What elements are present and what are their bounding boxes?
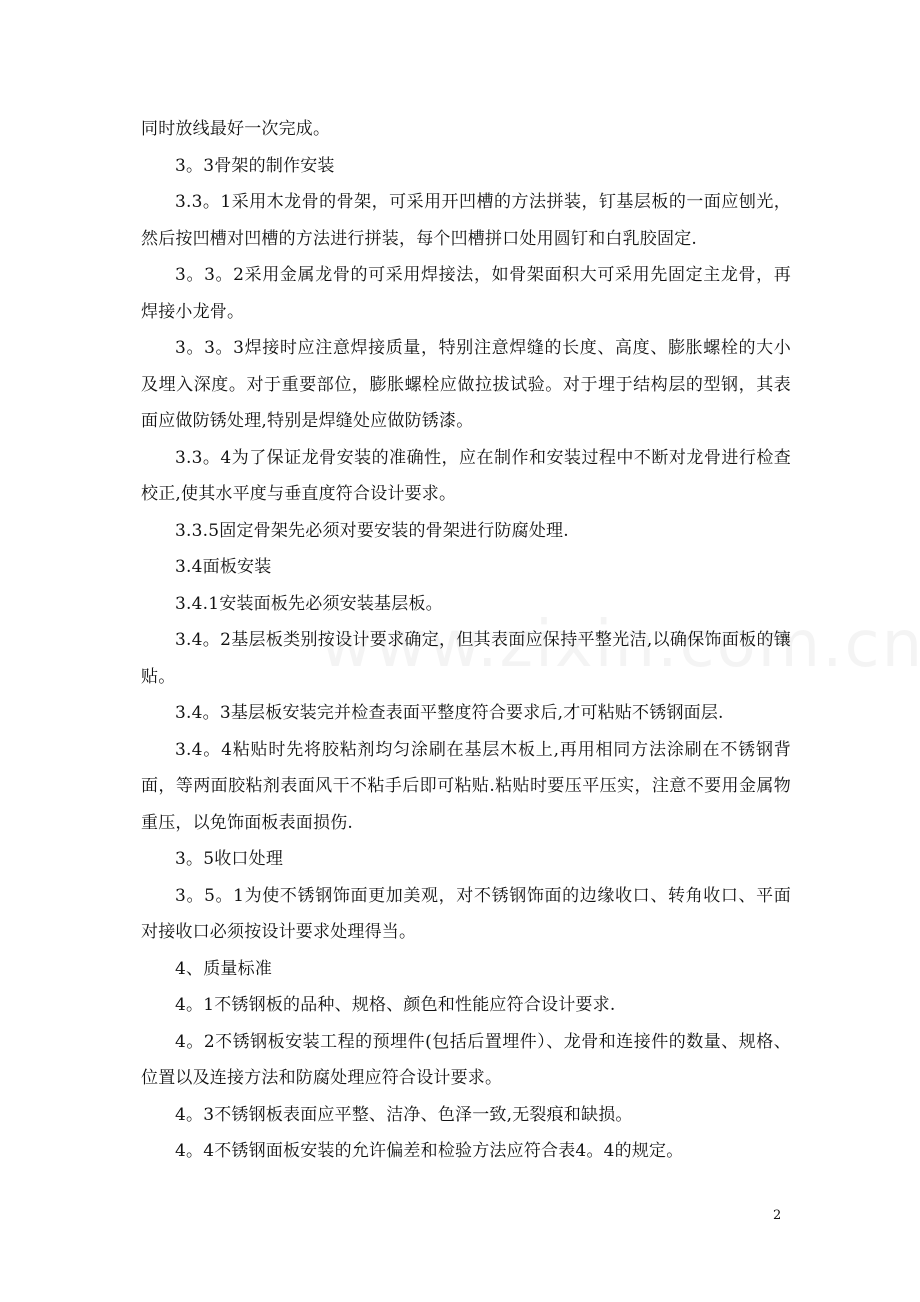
- paragraph-3-3-4: 3.3。4为了保证龙骨安装的准确性，应在制作和安装过程中不断对龙骨进行检查校正,使其水平度与垂直度符合设计要求。: [141, 447, 791, 504]
- page-number: 2: [773, 1208, 782, 1223]
- paragraph-4-2: 4。2不锈钢板安装工程的预埋件(包括后置埋件）、龙骨和连接件的数量、规格、位置以及连接方法和防腐处理应符合设计要求。: [141, 1031, 791, 1088]
- paragraph-3-3-2: 3。3。2采用金属龙骨的可采用焊接法，如骨架面积大可采用先固定主龙骨，再焊接小龙骨。: [141, 265, 791, 322]
- paragraph-3-3-5: 3.3.5固定骨架先必须对要安装的骨架进行防腐处理.: [175, 520, 569, 541]
- paragraph-3-3-3: 3。3。3焊接时应注意焊接质量，特别注意焊缝的长度、高度、膨胀螺栓的大小及埋入深度。对于重要部位，膨胀螺栓应做拉拔试验。对于埋于结构层的型钢，其表面应做防锈处理,特别是焊缝处应做防锈漆。: [141, 338, 791, 431]
- paragraph-3-4-1: 3.4.1安装面板先必须安装基层板。: [175, 593, 443, 614]
- paragraph-continuation: 同时放线最好一次完成。: [141, 119, 331, 139]
- document-body: [141, 111, 791, 1170]
- section-heading-3-5: 3。5收口处理: [175, 849, 284, 869]
- paragraph-4-3: 4。3不锈钢板表面应平整、洁净、色泽一致,无裂痕和缺损。: [175, 1104, 633, 1125]
- paragraph-3-4-4: 3.4。4粘贴时先将胶粘剂均匀涂刷在基层木板上,再用相同方法涂刷在不锈钢背面，等两面胶粘剂表面风干不粘手后即可粘贴.粘贴时要压平压实，注意不要用金属物重压，以免饰面板表面损伤.: [141, 739, 791, 833]
- section-heading-4: 4、质量标准: [175, 958, 273, 979]
- paragraph-4-1: 4。1不锈钢板的品种、规格、颜色和性能应符合设计要求.: [175, 995, 616, 1015]
- section-heading-3-3: 3。3骨架的制作安装: [175, 155, 335, 176]
- paragraph-4-4: 4。4不锈钢面板安装的允许偏差和检验方法应符合表4。4的规定。: [175, 1141, 684, 1161]
- paragraph-3-3-1: 3.3。1采用木龙骨的骨架，可采用开凹槽的方法拼装，钉基层板的一面应刨光，然后按凹槽对凹槽的方法进行拼装，每个凹槽拼口处用圆钉和白乳胶固定.: [141, 192, 791, 249]
- section-heading-3-4: 3.4面板安装: [175, 557, 272, 577]
- paragraph-3-4-3: 3.4。3基层板安装完并检查表面平整度符合要求后,才可粘贴不锈钢面层.: [175, 703, 724, 723]
- paragraph-3-5-1: 3。5。1为使不锈钢饰面更加美观，对不锈钢饰面的边缘收口、转角收口、平面对接收口必须按设计要求处理得当。: [141, 885, 791, 942]
- paragraph-3-4-2: 3.4。2基层板类别按设计要求确定，但其表面应保持平整光洁,以确保饰面板的镶贴。: [141, 630, 791, 687]
